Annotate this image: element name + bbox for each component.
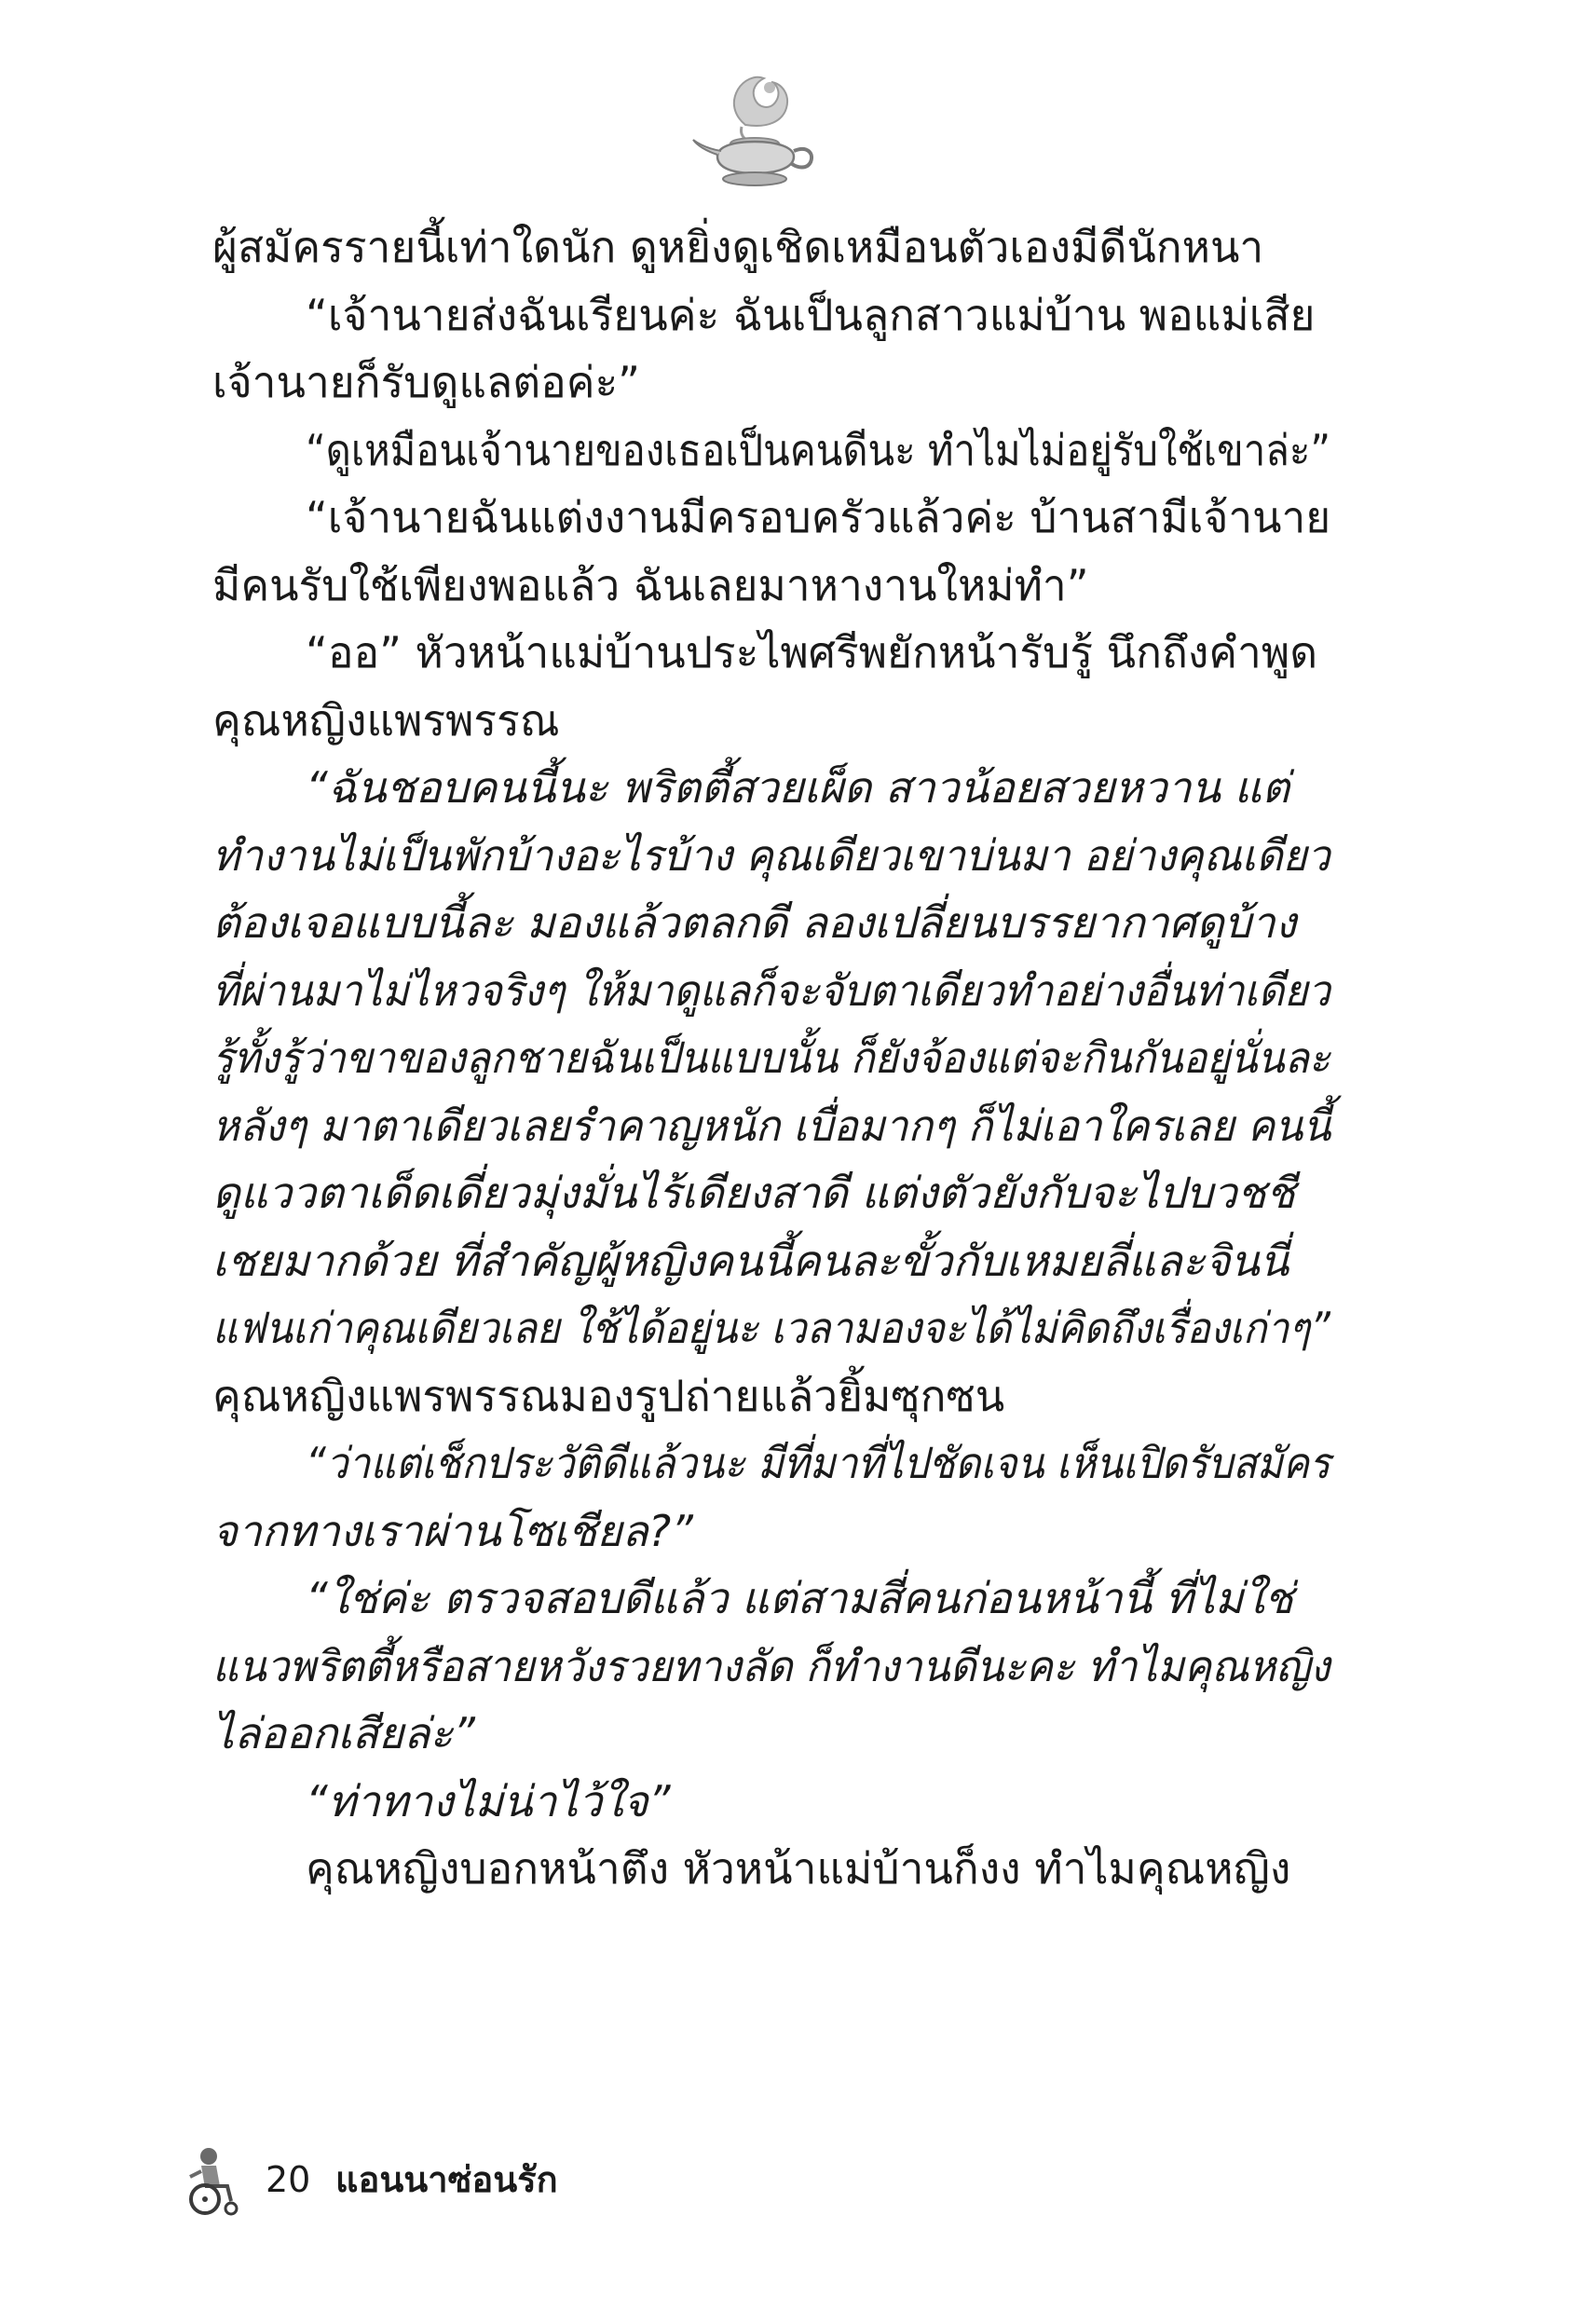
text-line: คุณหญิงแพรพรรณมองรูปถ่ายแล้วยิ้มซุกซน [212,1370,1005,1421]
wheelchair-figure-icon [177,2143,244,2218]
text-line: ทำงานไม่เป็นพักบ้างอะไรบ้าง คุณเดียวเขาบ่นมา อย่างคุณเดียว [212,829,1330,881]
text-line: “ดูเหมือนเจ้านายของเธอเป็นคนดีนะ ทำไมไม่อยู่รับใช้เขาล่ะ” [306,424,1331,475]
text-line: “ว่าแต่เช็กประวัติดีแล้วนะ มีที่มาที่ไปชัดเจน เห็นเปิดรับสมัคร [306,1438,1330,1488]
text-line: “ฉันชอบคนนี้นะ พริตตี้สวยเผ็ด สาวน้อยสวยหวาน แต่ [306,762,1290,813]
text-line: “ท่าทางไม่น่าไว้ใจ” [306,1775,671,1826]
text-line: ไล่ออกเสียล่ะ” [212,1708,475,1758]
text-line: “เจ้านายส่งฉันเรียนค่ะ ฉันเป็นลูกสาวแม่บ้าน พอแม่เสีย [306,289,1316,340]
text-line: ผู้สมัครรายนี้เท่าใดนัก ดูหยิ่งดูเชิดเหมือนตัวเองมีดีนักหนา [212,222,1264,272]
text-line: ดูแววตาเด็ดเดี่ยวมุ่งมั่นไร้เดียงสาดี แต่งตัวยังกับจะไปบวชชี [212,1168,1296,1218]
text-line: รู้ทั้งรู้ว่าขาของลูกชายฉันเป็นแบบนั้น ก็ยังจ้องแต่จะกินกันอยู่นั่นละ [212,1032,1330,1083]
text-line: “ใช่ค่ะ ตรวจสอบดีแล้ว แต่สามสี่คนก่อนหน้านี้ ที่ไม่ใช่ [306,1573,1294,1623]
text-line: มีคนรับใช้เพียงพอแล้ว ฉันเลยมาหางานใหม่ทำ” [212,559,1089,610]
text-line: “ออ” หัวหน้าแม่บ้านประไพศรีพยักหน้ารับรู้ นึกถึงคำพูด [306,627,1318,677]
genie-lamp-icon [689,67,820,193]
text-line: หลังๆ มาตาเดียวเลยรำคาญหนัก เบื่อมากๆ ก็ไม่เอาใครเลย คนนี้ [212,1100,1331,1151]
text-line: เจ้านายก็รับดูแลต่อค่ะ” [212,357,641,407]
page-number: 20 [266,2159,311,2200]
page-footer [177,2143,922,2218]
text-line: ต้องเจอแบบนี้ละ มองแล้วตลกดี ลองเปลี่ยนบรรยากาศดูบ้าง [212,897,1297,948]
text-line: แนวพริตตี้หรือสายหวังรวยทางลัด ก็ทำงานดีนะคะ ทำไมคุณหญิง [212,1640,1330,1691]
text-line: คุณหญิงบอกหน้าตึง หัวหน้าแม่บ้านก็งง ทำไมคุณหญิง [306,1843,1291,1894]
book-title: แอนนาซ่อนรัก [335,2159,558,2200]
text-line: “เจ้านายฉันแต่งงานมีครอบครัวแล้วค่ะ บ้านสามีเจ้านาย [306,492,1331,542]
text-line: คุณหญิงแพรพรรณ [212,694,560,745]
text-line: จากทางเราผ่านโซเชียล?” [212,1505,693,1556]
text-line: ที่ผ่านมาไม่ไหวจริงๆ ให้มาดูแลก็จะจับตาเดียวทำอย่างอื่นท่าเดียว [212,964,1330,1016]
text-line: แฟนเก่าคุณเดียวเลย ใช้ได้อยู่นะ เวลามองจะได้ไม่คิดถึงเรื่องเก่าๆ” [212,1303,1330,1353]
text-line: เชยมากด้วย ที่สำคัญผู้หญิงคนนี้คนละขั้วกับเหมยลี่และจินนี่ [212,1235,1289,1286]
